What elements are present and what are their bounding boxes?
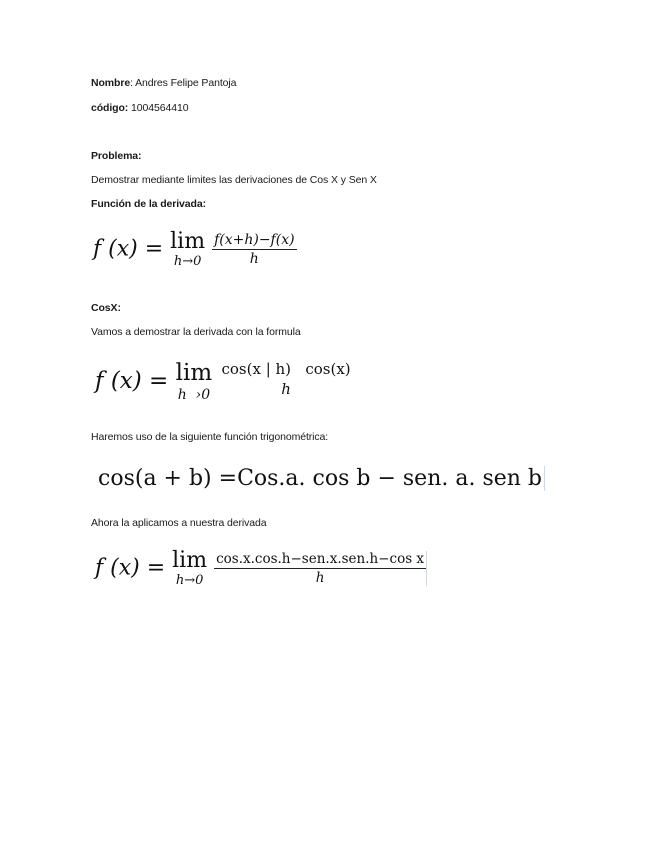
cos-derivative-formula: [95, 362, 353, 402]
quotient-numerator: cos.x.cos.h−sen.x.sen.h−cos x: [216, 551, 425, 567]
apply-intro: Ahora la aplicamos a nuestra derivada: [91, 517, 267, 529]
code-label: código:: [91, 102, 129, 114]
quotient-denominator: h: [249, 251, 259, 267]
formula-lhs: f (x) =: [95, 368, 169, 394]
problem-statement: Demostrar mediante limites las derivaciones de Cos X y Sen X: [91, 174, 377, 186]
cos-quotient: [219, 360, 352, 398]
quotient-denominator: h: [315, 570, 325, 586]
name-line: [91, 77, 236, 89]
name-label: Nombre: [91, 77, 131, 89]
quotient-numerator: cos(x | h) cos(x): [221, 360, 351, 378]
derivative-heading: Función de la derivada:: [91, 198, 206, 210]
quotient-denominator: h: [281, 380, 291, 398]
limit-operator: [170, 231, 205, 268]
applied-quotient: [214, 551, 427, 586]
cosx-heading: CosX:: [91, 302, 121, 314]
lim-word: lim: [170, 229, 206, 254]
lim-word: lim: [172, 548, 208, 573]
problem-heading: Problema:: [91, 150, 142, 162]
limit-operator: [176, 362, 213, 402]
difference-quotient: [212, 232, 296, 267]
code-line: [91, 102, 188, 114]
derivative-formula: [93, 231, 297, 268]
identity-intro: Haremos uso de la siguiente función trigonométrica:: [91, 431, 329, 443]
quotient-numerator: f(x+h)−f(x): [214, 232, 295, 248]
formula-lhs: f (x) =: [93, 236, 164, 262]
formula-lhs: f (x) =: [95, 555, 166, 581]
lim-subscript: h→0: [173, 254, 202, 269]
lim-subscript: h→0: [175, 573, 204, 588]
lim-subscript: h ›0: [177, 387, 211, 403]
limit-operator: [172, 550, 207, 587]
trig-identity: cos(a + b) =Cos.a. cos b − sen. a. sen b: [98, 466, 545, 491]
applied-derivative-formula: [95, 550, 427, 587]
code-value: 1004564410: [128, 102, 189, 114]
lim-word: lim: [175, 360, 213, 386]
name-value: : Andres Felipe Pantoja: [130, 77, 237, 89]
cosx-intro: Vamos a demostrar la derivada con la formula: [91, 326, 301, 338]
